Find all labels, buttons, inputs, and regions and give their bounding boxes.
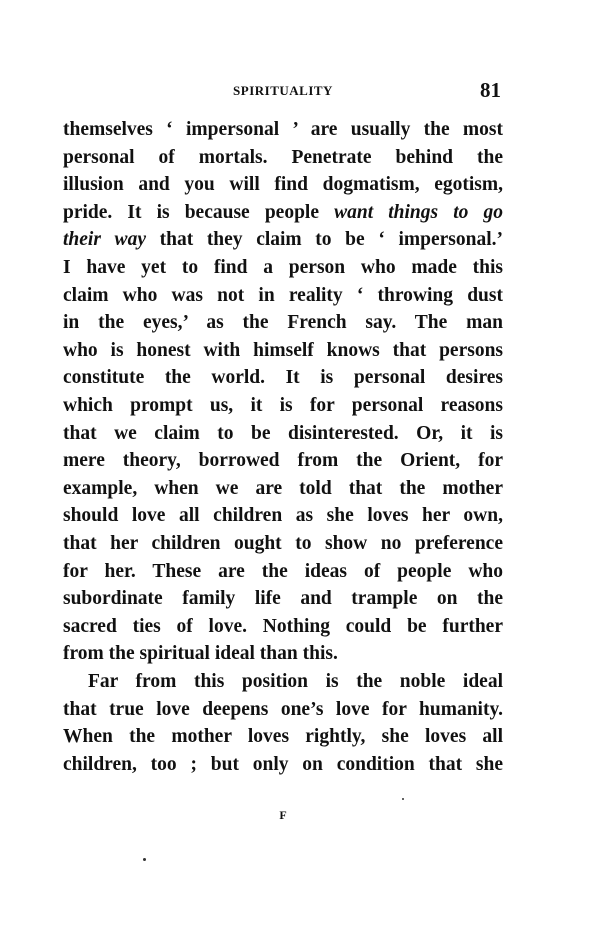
running-title: SPIRITUALITY xyxy=(233,83,333,98)
text-segment: that true love deepens one’s love for humanity. xyxy=(63,698,503,720)
text-line xyxy=(63,173,503,197)
text-line xyxy=(63,532,503,556)
text-segment: subordinate family life and trample on the xyxy=(63,588,503,610)
text-line xyxy=(63,146,503,170)
text-line xyxy=(63,422,503,446)
text-line xyxy=(63,449,503,473)
text-segment: constitute the world. It is personal desires xyxy=(63,367,503,389)
text-segment: who is honest with himself knows that persons xyxy=(63,339,503,361)
text-segment: mere theory, borrowed from the Orient, for xyxy=(63,450,503,472)
text-segment: sacred ties of love. Nothing could be further xyxy=(63,615,503,637)
text-segment: from the spiritual ideal than this. xyxy=(63,643,338,665)
text-segment: themselves ‘ impersonal ’ are usually the most xyxy=(63,119,503,140)
text-line xyxy=(63,228,503,252)
text-line xyxy=(63,753,503,777)
text-line xyxy=(63,725,503,749)
print-speck xyxy=(402,798,404,800)
text-segment: that they claim to be ‘ impersonal.’ xyxy=(145,229,503,251)
print-speck xyxy=(143,858,146,861)
text-line xyxy=(63,118,503,142)
text-segment: claim who was not in reality ‘ throwing dust xyxy=(63,284,503,306)
text-segment: Far from this position is the noble ideal xyxy=(88,671,503,692)
text-line xyxy=(63,339,503,363)
text-line xyxy=(63,256,503,280)
text-line xyxy=(88,670,503,694)
text-segment: in the eyes,’ as the French say. The man xyxy=(63,312,503,334)
page-number: 81 xyxy=(480,78,501,102)
italic-text: want things to go xyxy=(334,201,503,223)
text-line xyxy=(63,642,503,666)
signature-mark: F xyxy=(279,808,287,822)
text-line xyxy=(63,560,503,584)
text-segment: which prompt us, it is for personal reasons xyxy=(63,395,503,416)
text-segment: When the mother loves rightly, she loves all xyxy=(63,726,503,748)
text-segment: illusion and you will find dogmatism, egotism, xyxy=(63,174,503,196)
italic-text: their way xyxy=(63,229,146,251)
text-line xyxy=(63,698,503,722)
text-segment: example, when we are told that the mother xyxy=(63,477,503,499)
text-line xyxy=(63,504,503,528)
text-line xyxy=(63,201,503,225)
text-segment: pride. It is because people xyxy=(63,201,335,223)
text-segment: for her. These are the ideas of people who xyxy=(63,560,503,582)
text-line xyxy=(63,394,503,418)
page-header xyxy=(63,80,503,104)
text-line xyxy=(63,615,503,639)
text-segment: I have yet to find a person who made this xyxy=(63,257,503,278)
text-line xyxy=(63,366,503,390)
text-segment: should love all children as she loves her own, xyxy=(63,505,503,527)
text-line xyxy=(63,477,503,501)
text-segment: that her children ought to show no preference xyxy=(63,533,503,554)
text-segment: that we claim to be disinterested. Or, it is xyxy=(63,422,503,444)
text-line xyxy=(63,587,503,611)
text-line xyxy=(63,284,503,308)
text-line xyxy=(63,311,503,335)
text-segment: personal of mortals. Penetrate behind the xyxy=(63,146,503,168)
text-segment: children, too ; but only on condition that she xyxy=(63,753,503,775)
